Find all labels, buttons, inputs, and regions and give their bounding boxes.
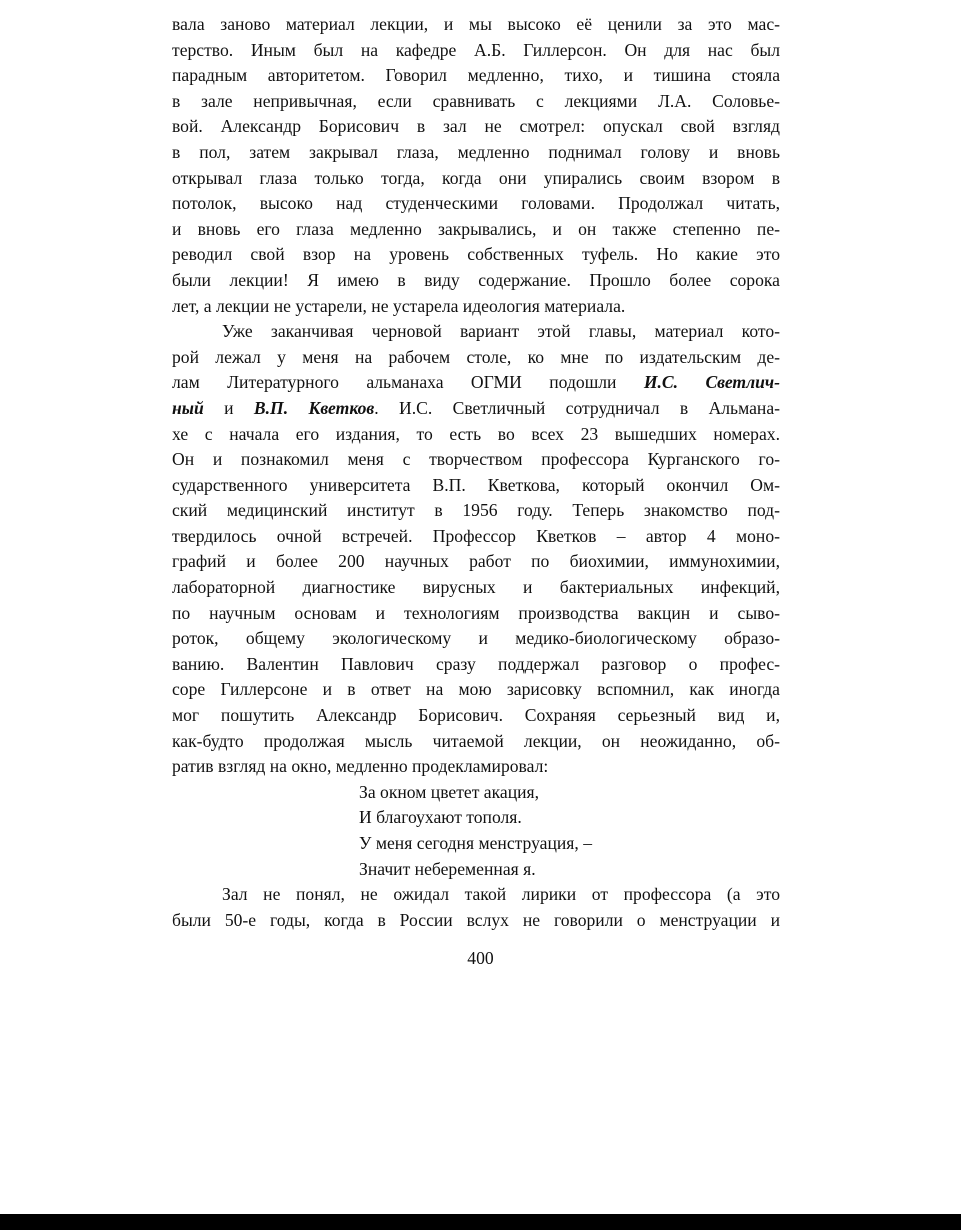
text-line: лет, а лекции не устарели, не устарела идеология материала. xyxy=(172,295,626,316)
text-run: и xyxy=(203,397,254,418)
verse-line: За окном цветет акация, xyxy=(359,781,540,802)
verse-line: У меня сегодня менструация, – xyxy=(359,833,592,853)
text-line: парадным авторитетом. Говорил медленно, тихо, и тишина стояла xyxy=(172,65,780,86)
text-line: и вновь его глаза медленно закрывались, и он также степенно пе- xyxy=(172,218,780,239)
paragraph-1 xyxy=(172,12,780,319)
page-body xyxy=(172,12,780,933)
text-line xyxy=(172,370,780,396)
paragraph-3 xyxy=(172,882,780,933)
text-line: соре Гиллерсоне и в ответ на мою зарисовку вспомнил, как иногда xyxy=(172,679,780,700)
scan-edge-bar xyxy=(0,1214,961,1230)
text-line: сударственного университета В.П. Кветкова, который окончил Ом- xyxy=(172,474,780,495)
text-line: по научным основам и технологиям производства вакцин и сыво- xyxy=(172,602,780,623)
text-line: ратив взгляд на окно, медленно продекламировал: xyxy=(172,756,549,777)
text-line: ванию. Валентин Павлович сразу поддержал разговор о профес- xyxy=(172,653,780,674)
verse-line: Значит небеременная я. xyxy=(359,858,536,879)
author-name-emphasis: ный xyxy=(172,397,204,418)
text-line: как-будто продолжая мысль читаемой лекции, он неожиданно, об- xyxy=(172,730,780,751)
text-line: твердилось очной встречей. Профессор Кветков – автор 4 моно- xyxy=(172,525,780,546)
text-line xyxy=(172,396,780,422)
text-line: рой лежал у меня на рабочем столе, ко мне по издательским де- xyxy=(172,346,780,367)
text-line: хе с начала его издания, то есть во всех 23 вышедших номерах. xyxy=(172,423,780,444)
text-line: потолок, высоко над студенческими головами. Продолжал читать, xyxy=(172,193,780,214)
text-line: Он и познакомил меня с творчеством профессора Курганского го- xyxy=(172,449,780,470)
author-name-emphasis: В.П. Кветков xyxy=(253,397,375,418)
text-line: Уже заканчивая черновой вариант этой главы, материал кото- xyxy=(222,321,780,342)
text-line: были лекции! Я имею в виду содержание. Прошло более сорока xyxy=(172,269,780,290)
paragraph-2 xyxy=(172,319,780,780)
text-line: открывал глаза только тогда, когда они упирались своим взором в xyxy=(172,167,780,188)
text-line: Зал не понял, не ожидал такой лирики от профессора (а это xyxy=(222,884,780,905)
text-line: графий и более 200 научных работ по биохимии, иммунохимии, xyxy=(172,551,780,572)
text-run: лам Литературного альманаха ОГМИ подошли xyxy=(172,372,644,393)
text-line: реводил свой взор на уровень собственных туфель. Но какие это xyxy=(172,244,780,265)
text-line: в зале непривычная, если сравнивать с лекциями Л.А. Соловье- xyxy=(172,90,780,111)
text-line: в пол, затем закрывал глаза, медленно поднимал голову и вновь xyxy=(172,141,780,162)
verse-block xyxy=(172,780,780,882)
text-line: ский медицинский институт в 1956 году. Теперь знакомство под- xyxy=(172,500,780,521)
text-line: терство. Иным был на кафедре А.Б. Гиллерсон. Он для нас был xyxy=(172,39,780,60)
verse-line: И благоухают тополя. xyxy=(359,807,522,828)
text-line: роток, общему экологическому и медико-биологическому образо- xyxy=(172,628,780,649)
text-line: лабораторной диагностике вирусных и бактериальных инфекций, xyxy=(172,577,780,598)
author-name-emphasis: И.С. Светлич- xyxy=(643,372,780,393)
text-line: вала заново материал лекции, и мы высоко её ценили за это мас- xyxy=(172,14,780,34)
page-number: 400 xyxy=(467,948,494,968)
text-line: вой. Александр Борисович в зал не смотрел: опускал свой взгляд xyxy=(172,116,780,137)
text-line: мог пошутить Александр Борисович. Сохраняя серьезный вид и, xyxy=(172,705,780,726)
text-run: . И.С. Светличный сотрудничал в Альмана- xyxy=(374,397,780,418)
text-line: были 50-е годы, когда в России вслух не говорили о менструации и xyxy=(172,909,780,930)
